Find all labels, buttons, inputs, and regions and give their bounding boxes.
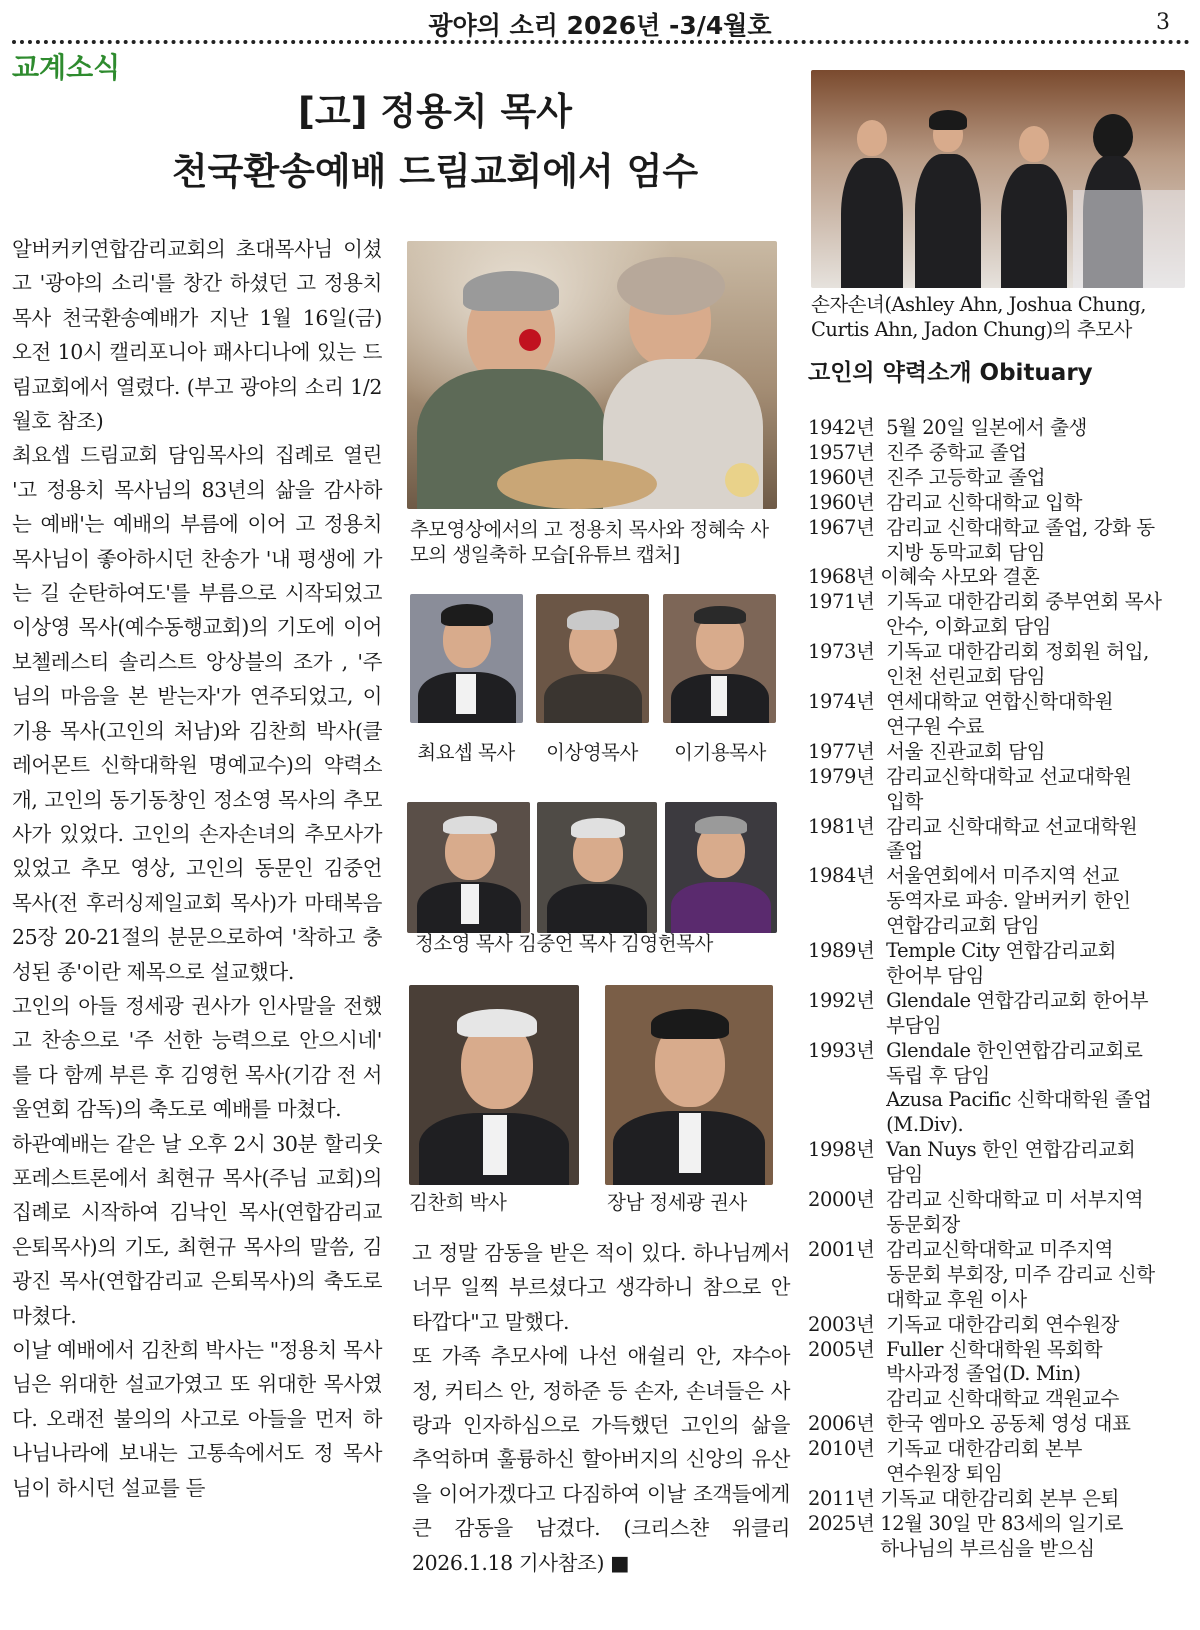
- body-paragraph: 고인의 아들 정세광 권사가 인사말을 전했고 찬송으로 '주 선한 능력으로 안으시네' 를 다 함께 부른 후 김영헌 목사(기감 전 서울연회 감독)의 축도로 예배를 마쳤다.: [12, 993, 382, 1122]
- birthday-photo-caption: 추모영상에서의 고 정용치 목사와 정혜숙 사모의 생일축하 모습[유튜브 캡처]: [410, 518, 769, 566]
- obituary-year: 1979년: [808, 764, 887, 788]
- obituary-year: 1998년: [808, 1138, 887, 1162]
- article-body-column-1: [12, 232, 382, 1505]
- portrait-caption-lee-sangyoung: 이상영목사: [546, 741, 638, 764]
- obituary-year: 2005년: [808, 1337, 887, 1361]
- portrait-caption-jung-sekwang: 장남 정세광 권사: [607, 1191, 747, 1214]
- obituary-event: 진주 중학교 졸업: [886, 440, 1027, 464]
- obituary-entry: [808, 1188, 1188, 1238]
- obituary-year: 1974년: [808, 689, 887, 713]
- obituary-event: 서울연회에서 미주지역 선교 동역자로 파송. 알버커키 한인 연합감리교회 담임: [886, 864, 1131, 938]
- obituary-event: 감리교 신학대학교 입학: [886, 490, 1083, 514]
- body-paragraph: 고 정말 감동을 받은 적이 있다. 하나님께서 너무 일찍 부르셨다고 생각하니 참으로 안타깝다"고 말했다.: [412, 1241, 790, 1334]
- obituary-entry: [808, 416, 1188, 441]
- newsletter-issue-title: 광야의 소리 2026년 -3/4월호: [428, 11, 772, 40]
- obituary-title: 고인의 약력소개 Obituary: [808, 360, 1093, 386]
- obituary-year: 1942년: [808, 416, 887, 439]
- obituary-entry: [808, 864, 1188, 939]
- obituary-entry: [808, 1487, 1188, 1512]
- obituary-event: 감리교신학대학교 미주지역 동문회 부회장, 미주 감리교 신학 대학교 후원 이사: [886, 1237, 1155, 1311]
- obituary-event: 기독교 대한감리회 연수원장: [886, 1312, 1119, 1336]
- obituary-year: 2025년: [808, 1511, 881, 1535]
- grandchildren-eulogy-photo: [811, 70, 1185, 288]
- birthday-celebration-photo: [407, 241, 777, 509]
- portrait-caption-choi: 최요셉 목사: [417, 741, 515, 764]
- obituary-entry: [808, 1412, 1188, 1437]
- obituary-event: 이혜숙 사모와 결혼: [880, 565, 1040, 589]
- obituary-event: 기독교 대한감리회 본부 은퇴: [880, 1486, 1119, 1510]
- obituary-entry: [808, 640, 1188, 690]
- portrait-caption-kim-chanhee: 김찬희 박사: [409, 1191, 507, 1214]
- obituary-year: 1981년: [808, 814, 887, 838]
- body-paragraph: 하관예배는 같은 날 오후 2시 30분 할리웃 포레스트론에서 최현규 목사(주님 교회)의 집례로 시작하여 김낙인 목사(연합감리교 은퇴목사)의 기도, 최현규 목사의 말씀, 김광진 목사(연합감리교 은퇴목사)의 축도로 마쳤다.: [12, 1131, 382, 1328]
- portrait-kim-joongun: [537, 802, 657, 933]
- obituary-event: 서울 진관교회 담임: [886, 739, 1046, 763]
- grandchildren-photo-caption: 손자손녀(Ashley Ahn, Joshua Chung, Curtis Ahn, Jadon Chung)의 추모사: [811, 293, 1146, 341]
- obituary-year: 1957년: [808, 440, 887, 464]
- obituary-entry: [808, 466, 1188, 491]
- obituary-entry: [808, 939, 1188, 989]
- obituary-year: 1968년: [808, 565, 881, 589]
- portrait-kim-younghun: [665, 802, 777, 933]
- body-paragraph: 알버커키연합감리교회의 초대목사님 이셨고 '광야의 소리'를 창간 하셨던 고 정용치 목사 천국환송예배가 지난 1월 16일(금) 오전 10시 캘리포니아 패사디나에 있는 드림교회에서 열렸다. (부고 광야의 소리 1/2월호 참조): [12, 237, 382, 434]
- portrait-jung-sekwang: [605, 985, 773, 1185]
- obituary-entry: [808, 1512, 1188, 1562]
- obituary-event: 감리교 신학대학교 미 서부지역 동문회장: [886, 1188, 1144, 1236]
- obituary-event: 연세대학교 연합신학대학원 연구원 수료: [886, 689, 1114, 738]
- obituary-year: 1992년: [808, 988, 887, 1012]
- obituary-year: 1993년: [808, 1038, 887, 1062]
- portrait-choi-yoseph: [410, 594, 523, 723]
- obituary-year: 2003년: [808, 1312, 887, 1336]
- obituary-entry: [808, 1039, 1188, 1139]
- obituary-event: 기독교 대한감리회 정회원 허입, 인천 선린교회 담임: [886, 640, 1149, 689]
- page-number: 3: [1156, 10, 1170, 35]
- obituary-entry: [808, 1338, 1188, 1413]
- obituary-year: 2011년: [808, 1486, 881, 1510]
- portrait-lee-sangyoung: [536, 594, 649, 723]
- body-paragraph: 이날 예배에서 김찬희 박사는 "정용치 목사님은 위대한 설교가였고 또 위대한 목사였다. 오래전 불의의 사고로 아들을 먼저 하나님나라에 보내는 고통속에서도 정 목사님이 하시던 설교를 듣: [12, 1338, 382, 1500]
- portrait-jung-soyoung: [407, 802, 530, 933]
- obituary-timeline: [808, 416, 1188, 1562]
- obituary-event: 한국 엠마오 공동체 영성 대표: [886, 1412, 1131, 1436]
- obituary-entry: [808, 989, 1188, 1039]
- obituary-event: Van Nuys 한인 연합감리교회 담임: [886, 1138, 1136, 1187]
- obituary-entry: [808, 765, 1188, 815]
- obituary-event: Fuller 신학대학원 목회학 박사과정 졸업(D. Min) 감리교 신학대학교 객원교수: [886, 1337, 1119, 1411]
- obituary-entry: [808, 1238, 1188, 1313]
- obituary-event: Glendale 한인연합감리교회로 독립 후 담임 Azusa Pacific 신학대학원 졸업 (M.Div).: [886, 1038, 1152, 1137]
- obituary-year: 1977년: [808, 739, 887, 763]
- obituary-year: 2001년: [808, 1237, 887, 1261]
- obituary-event: 감리교 신학대학교 선교대학원 졸업: [886, 814, 1138, 863]
- article-body-column-2: [412, 1236, 790, 1580]
- obituary-year: 1989년: [808, 939, 887, 963]
- obituary-event: 감리교신학대학교 선교대학원 입학: [886, 764, 1132, 813]
- obituary-event: 진주 고등학교 졸업: [886, 465, 1046, 489]
- obituary-event: Glendale 연합감리교회 한어부 부담임: [886, 988, 1149, 1037]
- obituary-year: 2006년: [808, 1412, 887, 1436]
- obituary-entry: [808, 1437, 1188, 1487]
- obituary-year: 1973년: [808, 640, 887, 664]
- header-dotted-divider: [12, 40, 1190, 44]
- page-header: [0, 4, 1200, 40]
- obituary-event: Temple City 연합감리교회 한어부 담임: [886, 939, 1117, 987]
- body-paragraph: 최요셉 드림교회 담임목사의 집례로 열린 '고 정용치 목사님의 83년의 삶을 감사하는 예배'는 예배의 부름에 이어 고 정용치 목사님이 좋아하시던 찬송가 '내 평생에 가는 길 순탄하여도'를 부름으로 시작되었고 이상영 목사(예수동행교회)의 기도에 이어 보첼레스티 솔리스트 앙상블의 조가 , '주님의 마음을 본 받는자'가 연주되었고, 이기용 목사(고인의 처남)와 김찬희 박사(클레어몬트 신학대학원 명예교수)의 약력소개, 고인의 동기동창인 정소영 목사의 추모사가 있었다. 고인의 손자손녀의 추모사가 있었고 추모 영상, 고인의 동문인 김중언 목사(전 후러싱제일교회 목사)가 마태복음 25장 20-21절의 분문으로하여 '착하고 충성된 종'이란 제목으로 설교했다.: [12, 443, 382, 984]
- obituary-entry: [808, 815, 1188, 865]
- obituary-entry: [808, 491, 1188, 516]
- obituary-entry: [808, 1313, 1188, 1338]
- obituary-entry: [808, 590, 1188, 640]
- obituary-event: 기독교 대한감리회 중부연회 목사 안수, 이화교회 담임: [886, 590, 1162, 639]
- section-label: 교계소식: [12, 51, 121, 84]
- obituary-year: 1960년: [808, 465, 887, 489]
- obituary-event: 5월 20일 일본에서 출생: [886, 416, 1087, 439]
- obituary-event: 감리교 신학대학교 졸업, 강화 동 지방 동막교회 담임: [886, 515, 1155, 564]
- article-headline: [120, 82, 750, 202]
- obituary-year: 2000년: [808, 1188, 887, 1212]
- obituary-entry: [808, 516, 1188, 566]
- obituary-entry: [808, 1138, 1188, 1188]
- headline-line-2: 천국환송예배 드림교회에서 엄수: [171, 150, 699, 193]
- obituary-year: 1971년: [808, 590, 887, 614]
- obituary-event: 기독교 대한감리회 본부 연수원장 퇴임: [886, 1437, 1083, 1486]
- obituary-year: 1960년: [808, 490, 887, 514]
- obituary-year: 1967년: [808, 515, 887, 539]
- obituary-entry: [808, 690, 1188, 740]
- obituary-event: 12월 30일 만 83세의 일기로 하나님의 부르심을 받으심: [880, 1511, 1123, 1560]
- portrait-kim-chanhee: [409, 985, 579, 1185]
- body-paragraph: 또 가족 추모사에 나선 애쉴리 안, 쟈수아 정, 커티스 안, 정하준 등 손자, 손녀들은 사랑과 인자하심으로 가득했던 고인의 삶을 추억하며 훌륭하신 할아버지의 신앙의 유산을 이어가겠다고 다짐하여 이날 조객들에게 큰 감동을 남겼다. (크리스챤 위클리 2026.1.18 기사참조) ■: [412, 1344, 790, 1575]
- obituary-entry: [808, 565, 1188, 590]
- obituary-year: 1984년: [808, 864, 887, 888]
- portrait-captions-row-2: 정소영 목사 김중언 목사 김영헌목사: [415, 932, 713, 955]
- portrait-caption-lee-kiyong: 이기용목사: [674, 741, 766, 764]
- headline-line-1: [고] 정용치 목사: [297, 90, 573, 133]
- obituary-entry: [808, 441, 1188, 466]
- obituary-entry: [808, 740, 1188, 765]
- obituary-year: 2010년: [808, 1437, 887, 1461]
- portrait-lee-kiyong: [663, 594, 776, 723]
